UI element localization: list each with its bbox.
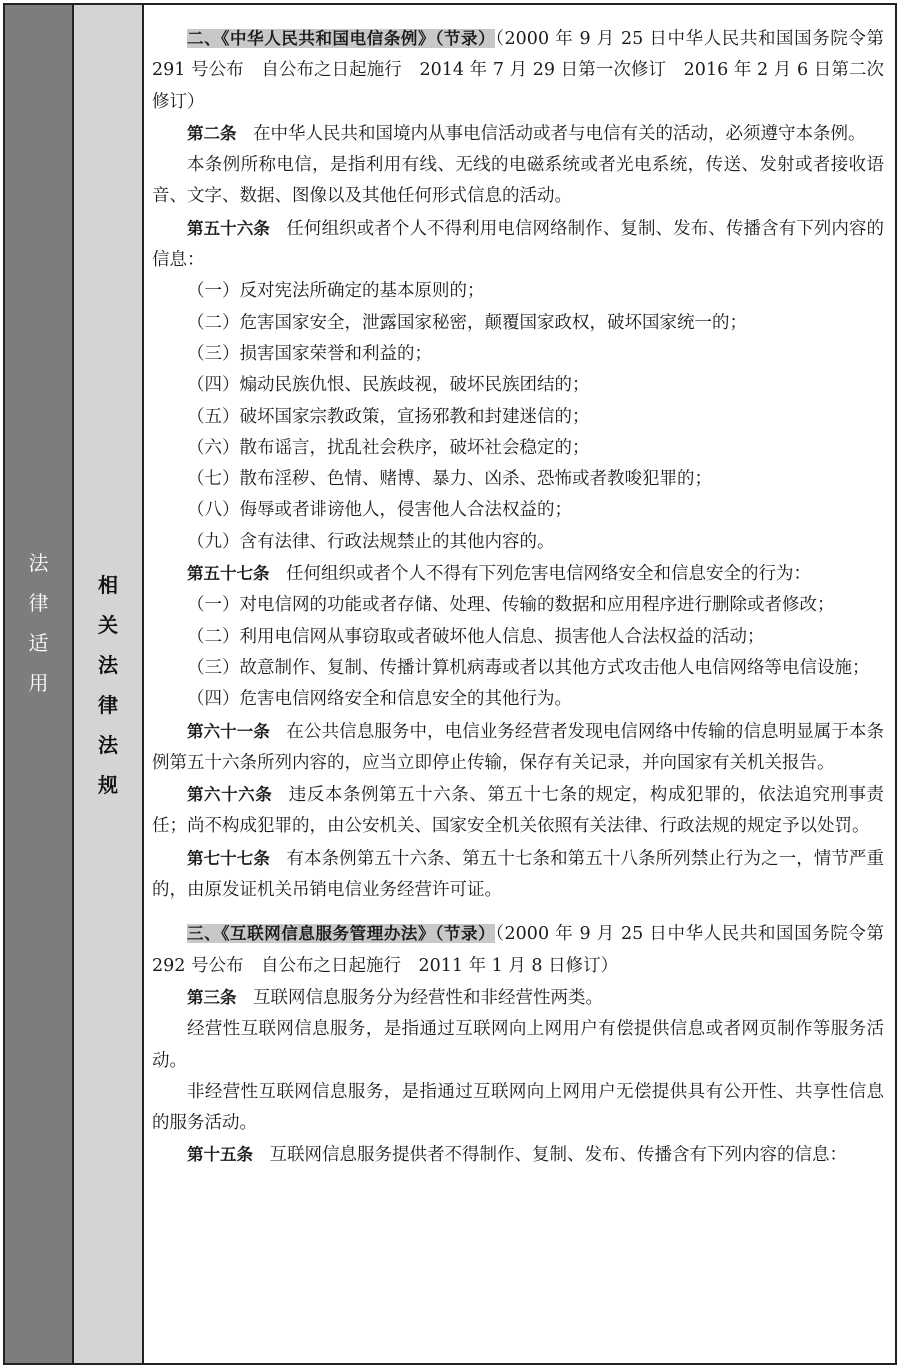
subcategory-column xyxy=(74,5,144,1363)
list-item: （八）侮辱或者诽谤他人，侵害他人合法权益的； xyxy=(187,500,572,521)
list-item: （四）煽动民族仇恨、民族歧视，破坏民族团结的； xyxy=(187,375,590,396)
article-3: 第三条 互联网信息服务分为经营性和非经营性两类。 xyxy=(187,987,603,1008)
list-item: （九）含有法律、行政法规禁止的其他内容的。 xyxy=(187,531,555,552)
article-2-para2: 本条例所称电信，是指利用有线、无线的电磁系统或者光电系统，传送、发射或者接收语音、文字、数据、图像以及其他任何形式信息的活动。 xyxy=(152,155,884,207)
article-2: 第二条 在中华人民共和国境内从事电信活动或者与电信有关的活动，必须遵守本条例。 xyxy=(187,123,866,144)
article-57: 第五十七条 任何组织或者个人不得有下列危害电信网络安全和信息安全的行为： xyxy=(187,564,811,585)
article-66: 第六十六条 违反本条例第五十六条、第五十七条的规定，构成犯罪的，依法追究刑事责任；尚不构成犯罪的，由公安机关、国家安全机关依照有关法律、行政法规的规定予以处罚。 xyxy=(152,785,885,837)
article-15: 第十五条 互联网信息服务提供者不得制作、复制、发布、传播含有下列内容的信息： xyxy=(187,1145,847,1166)
list-item: （三）损害国家荣誉和利益的； xyxy=(187,343,432,364)
article-61: 第六十一条 在公共信息服务中，电信业务经营者发现电信网络中传输的信息明显属于本条例第五十六条所列内容的，应当立即停止传输，保存有关记录，并向国家有关机关报告。 xyxy=(152,721,885,773)
list-item: （七）散布淫秽、色情、赌博、暴力、凶杀、恐怖或者教唆犯罪的； xyxy=(187,469,712,490)
list-item: （二）危害国家安全，泄露国家秘密，颠覆国家政权，破坏国家统一的； xyxy=(187,312,747,333)
article-77: 第七十七条 有本条例第五十六条、第五十七条和第五十八条所列禁止行为之一，情节严重的，由原发证机关吊销电信业务经营许可证。 xyxy=(152,848,885,901)
article-56: 第五十六条 任何组织或者个人不得利用电信网络制作、复制、发布、传播含有下列内容的信息： xyxy=(152,218,885,271)
list-item: （二）利用电信网从事窃取或者破坏他人信息、损害他人合法权益的活动； xyxy=(187,626,765,647)
section-gap xyxy=(152,906,884,918)
list-item: （五）破坏国家宗教政策，宣扬邪教和封建迷信的； xyxy=(187,406,590,427)
content-column xyxy=(152,23,884,1172)
category-label: 法 律 适 用 xyxy=(28,551,49,695)
category-column xyxy=(5,5,74,1363)
list-item: （一）反对宪法所确定的基本原则的； xyxy=(187,281,485,302)
subcategory-label: 相 关 法 律 法 规 xyxy=(98,573,118,797)
article-3-para3: 非经营性互联网信息服务，是指通过互联网向上网用户无偿提供具有公开性、共享性信息的服务活动。 xyxy=(152,1081,884,1134)
list-item: （四）危害电信网络安全和信息安全的其他行为。 xyxy=(187,689,572,710)
list-item: （三）故意制作、复制、传播计算机病毒或者以其他方式攻击他人电信网络等电信设施； xyxy=(187,657,870,678)
section-heading-internet: 三、《互联网信息服务管理办法》（节录）（2000 年 9 月 25 日中华人民共和国国务院令第 292 号公布 自公布之日起施行 2011 年 1 月 8 日修订） xyxy=(152,924,884,976)
list-item: （一）对电信网的功能或者存储、处理、传输的数据和应用程序进行删除或者修改； xyxy=(187,595,835,616)
list-item: （六）散布谣言，扰乱社会秩序，破坏社会稳定的； xyxy=(187,437,590,458)
section-heading-telecom: 二、《中华人民共和国电信条例》（节录）（2000 年 9 月 25 日中华人民共和国国务院令第 291 号公布 自公布之日起施行 2014 年 7 月 29 日第一次修订 2016 年 2 月 6 日第二次修订） xyxy=(152,29,884,112)
article-3-para2: 经营性互联网信息服务，是指通过互联网向上网用户有偿提供信息或者网页制作等服务活动。 xyxy=(152,1019,884,1071)
